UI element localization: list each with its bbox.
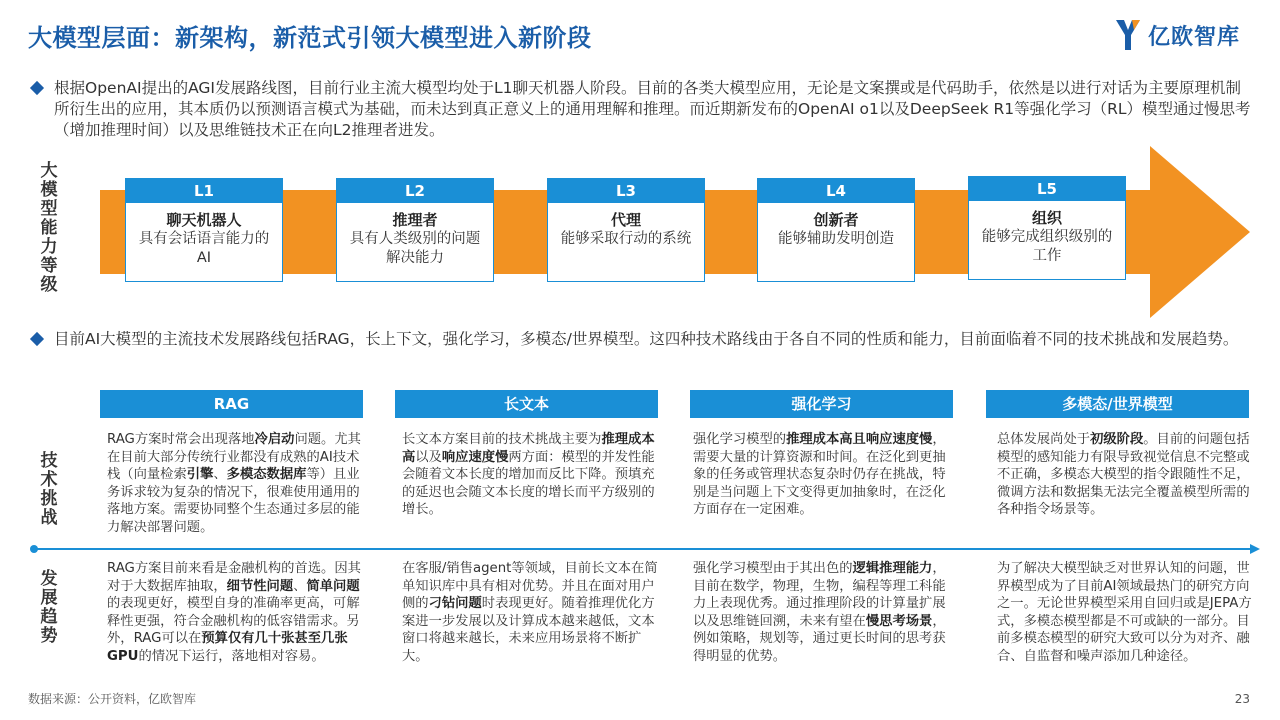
label-char: 模	[40, 180, 58, 200]
page-number: 23	[1234, 692, 1250, 706]
data-source: 数据来源：公开资料，亿欧智库	[28, 692, 197, 706]
level-card-l2	[336, 178, 494, 282]
level-id: L4	[758, 179, 914, 203]
challenge-cell: 总体发展尚处于初级阶段。目前的问题包括模型的感知能力有限导致视觉信息不完整或不正确，多模态大模型的指令跟随性不足，微调方法和数据集无法完全覆盖模型所需的各种指令场景等。	[997, 432, 1250, 518]
logo	[1114, 18, 1240, 52]
label-char: 挑	[40, 489, 58, 509]
level-name: 推理者	[392, 211, 438, 229]
level-desc: 具有会话语言能力的AI	[138, 231, 270, 266]
level-name: 创新者	[813, 211, 859, 229]
intro-text: 根据OpenAI提出的AGI发展路线图，目前行业主流大模型均处于L1聊天机器人阶段。目前的各类大模型应用，无论是文案撰或是代码助手，依然是以进行对话为主要原理机制所衍生出的应用，其本质仍以预测语言模式为基础，而未达到真正意义上的通用理解和推理。而近期新发布的OpenAI o1以及DeepSeek R1等强化学习（RL）模型通过慢思考（增加推理时间）以及思维链技术正在向L2推理者进发。	[54, 79, 1251, 139]
trend-cell: RAG方案目前来看是金融机构的首选。因其对于大数据库抽取，细节性问题、简单问题的表现更好，模型自身的准确率更高，可解释性更强，符合金融机构的低容错需求。另外，RAG可以在预算仅有几十张甚至几张GPU的情况下运行，落地相对容易。	[107, 561, 361, 664]
iyiou-logo-icon	[1114, 18, 1142, 52]
label-char: 级	[40, 275, 58, 295]
column-header: 强化学习	[690, 390, 953, 418]
label-char: 型	[40, 199, 58, 219]
level-id: L3	[548, 179, 704, 203]
capability-level-label	[38, 162, 60, 295]
challenge-cell: 长文本方案目前的技术挑战主要为推理成本高以及响应速度慢两方面：模型的并发性能会随着文本长度的增加而反比下降。预填充的延迟也会随文本长度的增长而平方级别的增长。	[402, 432, 655, 518]
label-char: 发	[40, 569, 58, 589]
trend-cell: 在客服/销售agent等领域，目前长文本在简单知识库中具有相对优势。并且在面对用户侧的刁钻问题时表现更好。随着推理优化方案进一步发展以及计算成本越来越低，文本窗口将越来越长，未来应用场景将不断扩大。	[402, 561, 658, 664]
level-desc: 能够辅助发明创造	[778, 231, 894, 247]
level-name: 代理	[610, 211, 641, 229]
label-char: 大	[40, 161, 58, 181]
level-card-l1	[125, 178, 283, 282]
label-char: 能	[40, 218, 58, 238]
row-label-challenge	[38, 452, 60, 528]
level-card-l4	[757, 178, 915, 282]
level-desc: 能够完成组织级别的工作	[981, 229, 1113, 264]
logo-text: 亿欧智库	[1147, 24, 1240, 50]
trend-cell: 为了解决大模型缺乏对世界认知的问题，世界模型成为了目前AI领域最热门的研究方向之一。无论世界模型采用自回归或是JEPA方式，多模态模型都是不可或缺的一部分。目前多模态模型的研究大致可以分为对齐、融合、自监督和噪声添加几种途径。	[997, 561, 1252, 664]
label-char: 等	[40, 256, 58, 276]
column-header: RAG	[100, 390, 363, 418]
label-char: 展	[40, 588, 58, 608]
challenge-cell: RAG方案时常会出现落地冷启动问题。尤其在目前大部分传统行业都没有成熟的AI技术栈（向量检索引擎、多模态数据库等）且业务诉求较为复杂的情况下，很难使用通用的落地方案。需要协同整个生态通过多层的能力解决部署问题。	[107, 432, 361, 535]
intro-bullet	[30, 78, 1255, 141]
label-char: 趋	[40, 607, 58, 627]
tech-text: 目前AI大模型的主流技术发展路线包括RAG，长上下文，强化学习，多模态/世界模型。这四种技术路线由于各自不同的性质和能力，目前面临着不同的技术挑战和发展趋势。	[54, 330, 1239, 348]
level-id: L1	[126, 179, 282, 203]
level-name: 聊天机器人	[166, 211, 242, 229]
timeline-arrowhead	[1250, 544, 1260, 554]
column-header: 多模态/世界模型	[986, 390, 1249, 418]
label-char: 技	[40, 451, 58, 471]
level-card-l3	[547, 178, 705, 282]
level-desc: 具有人类级别的问题解决能力	[349, 231, 481, 266]
bullet-diamond-icon	[30, 81, 44, 95]
level-id: L5	[969, 177, 1125, 201]
label-char: 战	[40, 508, 58, 528]
label-char: 术	[40, 470, 58, 490]
page-title: 大模型层面：新架构，新范式引领大模型进入新阶段	[28, 24, 592, 52]
level-card-l5	[968, 176, 1126, 280]
label-char: 力	[40, 237, 58, 257]
label-char: 势	[40, 626, 58, 646]
tech-bullet	[30, 329, 1255, 350]
bullet-diamond-icon	[30, 332, 44, 346]
level-name: 组织	[1031, 209, 1062, 227]
level-id: L2	[337, 179, 493, 203]
challenge-cell: 强化学习模型的推理成本高且响应速度慢，需要大量的计算资源和时间。在泛化到更抽象的任务或管理状态复杂时仍存在挑战，特别是当问题上下文变得更加抽象时，在泛化方面存在一定困难。	[693, 432, 946, 518]
trend-cell: 强化学习模型由于其出色的逻辑推理能力，目前在数学，物理，生物，编程等理工科能力上表现优秀。通过推理阶段的计算量扩展以及思维链回溯，未来有望在慢思考场景，例如策略，规划等，通过更长时间的思考获得明显的优势。	[693, 561, 946, 664]
timeline-divider	[32, 548, 1258, 550]
level-desc: 能够采取行动的系统	[560, 231, 692, 247]
column-header: 长文本	[395, 390, 658, 418]
row-label-trend	[38, 570, 60, 646]
